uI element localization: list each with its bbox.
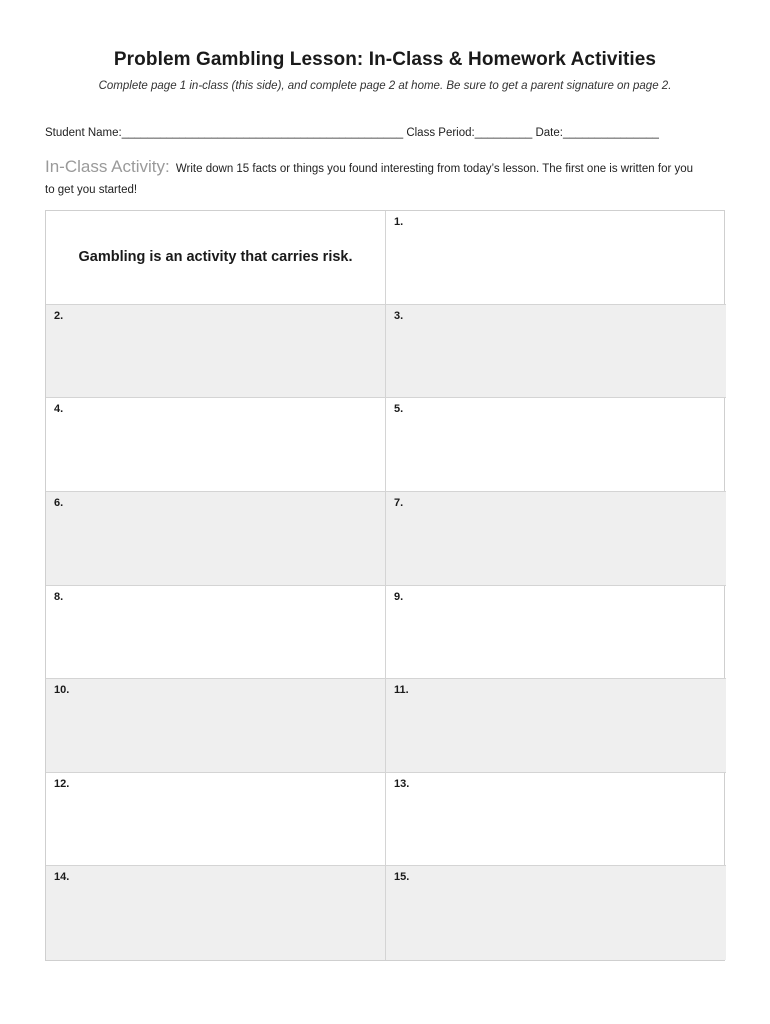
page-title: Problem Gambling Lesson: In-Class & Homework Activities (113, 49, 657, 70)
example-fact: Gambling is an activity that carries risk. (78, 249, 353, 266)
fact-cell-15[interactable] (386, 866, 726, 960)
fact-number: 11. (394, 684, 409, 697)
fact-cell-13[interactable] (386, 773, 726, 867)
fact-cell-3[interactable] (386, 305, 726, 399)
fact-cell-6[interactable] (46, 492, 386, 586)
fact-cell-5[interactable] (386, 398, 726, 492)
fact-number: 7. (394, 496, 404, 509)
fact-number: 2. (54, 309, 64, 322)
facts-grid (45, 210, 725, 961)
fact-number: 13. (394, 777, 410, 790)
fact-number: 4. (54, 403, 64, 416)
fact-number: 9. (394, 590, 404, 603)
fact-cell-10[interactable] (46, 679, 386, 773)
fact-cell-8[interactable] (46, 586, 386, 680)
fact-number: 15. (394, 871, 410, 884)
fact-number: 5. (394, 403, 404, 416)
student-info-line[interactable]: Student Name:____________________________________________ Class Period:_________ Date:_______________ (45, 127, 659, 139)
example-fact-cell (46, 211, 386, 305)
fact-number: 8. (54, 590, 64, 603)
activity-instructions (45, 156, 705, 201)
activity-heading: In-Class Activity: (45, 157, 170, 176)
fact-cell-14[interactable] (46, 866, 386, 960)
fact-number: 6. (54, 496, 64, 509)
fact-cell-9[interactable] (386, 586, 726, 680)
fact-cell-1[interactable] (386, 211, 726, 305)
fact-number: 10. (54, 684, 70, 697)
fact-cell-12[interactable] (46, 773, 386, 867)
fact-number: 14. (54, 871, 70, 884)
fact-cell-4[interactable] (46, 398, 386, 492)
fact-cell-11[interactable] (386, 679, 726, 773)
fact-number: 3. (394, 309, 404, 322)
fact-cell-7[interactable] (386, 492, 726, 586)
instructions-subtitle: Complete page 1 in-class (this side), and complete page 2 at home. Be sure to get a parent signature on page 2. (98, 80, 672, 92)
activity-text: Write down 15 facts or things you found interesting from today’s lesson. The first one is written for you to get you started! (45, 163, 694, 196)
fact-number: 1. (394, 216, 404, 228)
fact-number: 12. (54, 777, 70, 790)
fact-cell-2[interactable] (46, 305, 386, 399)
